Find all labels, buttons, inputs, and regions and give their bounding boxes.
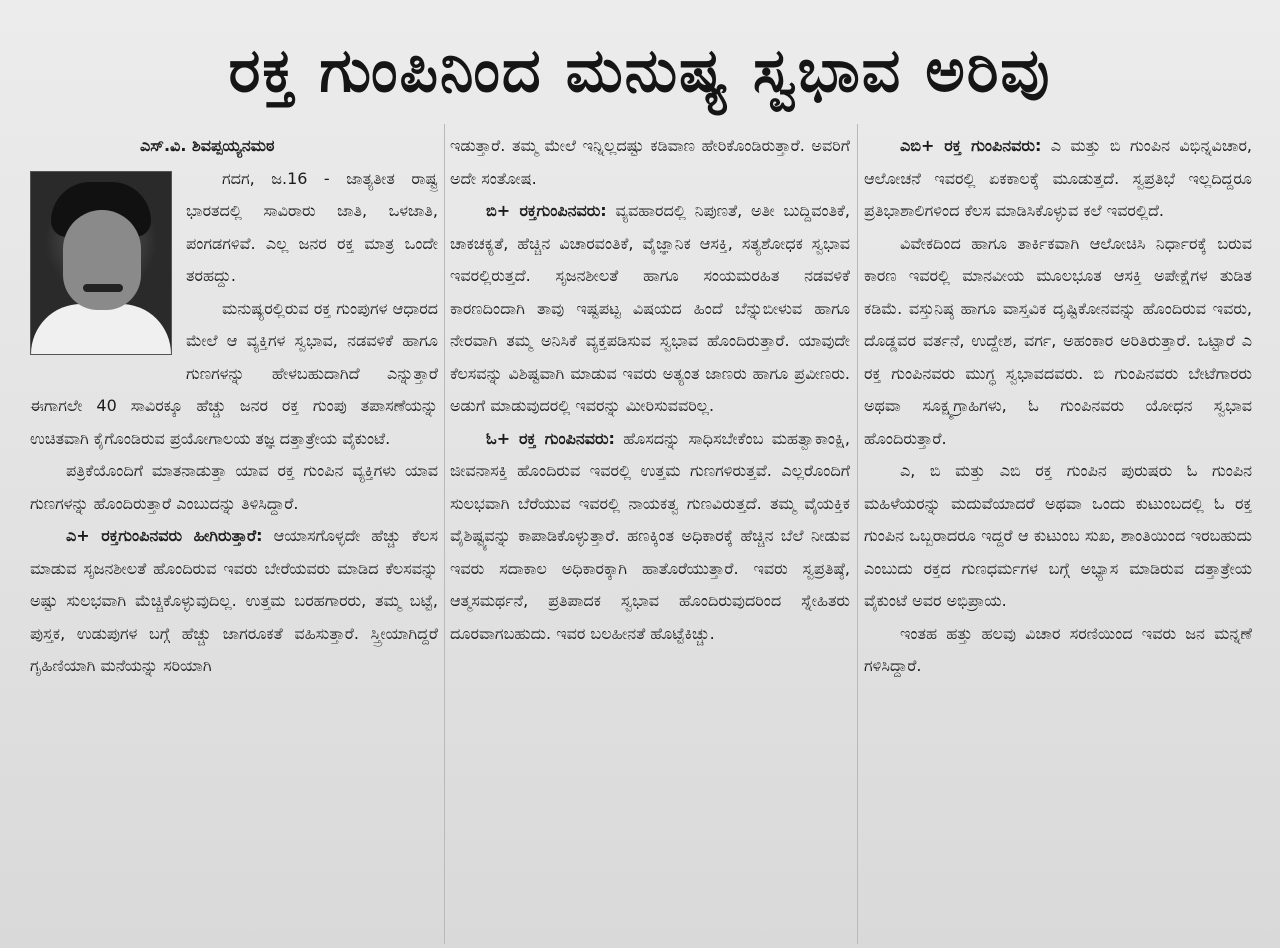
paragraph-text: ಆಯಾಸಗೊಳ್ಳದೇ ಹೆಚ್ಚು ಕೆಲಸ ಮಾಡುವ ಸೃಜನಶೀಲತೆ ಹೊಂದಿರುವ ಇವರು ಬೇರೆಯವರು ಮಾಡಿದ ಕೆಲಸವನ್ನು ಅಷ್ಟು ಸುಲಭವಾಗಿ ಮೆಚ್ಚಿಕೊಳ್ಳುವುದಿಲ್ಲ. ಉತ್ತಮ ಬರಹಗಾರರು, ತಮ್ಮ ಬಟ್ಟೆ, ಪುಸ್ತಕ, ಉಡುಪುಗಳ ಬಗ್ಗೆ ಹೆಚ್ಚು ಜಾಗರೂಕತೆ ವಹಿಸುತ್ತಾರೆ. ಸ್ತ್ರೀಯಾಗಿದ್ದರೆ ಗೃಹಿಣಿಯಾಗಿ ಮನೆಯನ್ನು ಸರಿಯಾಗಿ [30,526,438,675]
column-divider [444,124,445,944]
subheading: ಎ+ ರಕ್ತಗುಂಪಿನವರು ಹೀಗಿರುತ್ತಾರೆ: [66,526,263,545]
paragraph-text: ಎ ಮತ್ತು ಬಿ ಗುಂಪಿನ ವಿಭಿನ್ನವಿಚಾರ, ಆಲೋಚನೆ ಇವರಲ್ಲಿ ಏಕಕಾಲಕ್ಕೆ ಮೂಡುತ್ತದೆ. ಸ್ವಪ್ರತಿಭೆ ಇಲ್ಲದಿದ್ದರೂ ಪ್ರತಿಭಾಶಾಲಿಗಳಿಂದ ಕೆಲಸ ಮಾಡಿಸಿಕೊಳ್ಳುವ ಕಲೆ ಇವರಲ್ಲಿದೆ. [864,136,1252,220]
subheading: ಬಿ+ ರಕ್ತಗುಂಪಿನವರು: [486,201,607,220]
byline: ಎಸ್.ವಿ. ಶಿವಪ್ಪಯ್ಯನಮಠ [140,136,275,155]
paragraph: ಪತ್ರಿಕೆಯೊಂದಿಗೆ ಮಾತನಾಡುತ್ತಾ ಯಾವ ರಕ್ತ ಗುಂಪಿನ ವ್ಯಕ್ತಿಗಳು ಯಾವ ಗುಣಗಳನ್ನು ಹೊಂದಿರುತ್ತಾರೆ ಎಂಬುದನ್ನು ತಿಳಿಸಿದ್ದಾರೆ. [30,461,438,513]
article-column-2 [450,130,850,948]
paragraph [450,423,850,651]
paragraph: ಇಂತಹ ಹತ್ತು ಹಲವು ವಿಚಾರ ಸರಣಿಯಿಂದ ಇವರು ಜನ ಮನ್ನಣೆ ಗಳಿಸಿದ್ದಾರೆ. [864,623,1252,675]
paragraph [864,130,1252,228]
article-column-3 [864,130,1252,948]
article-column-1 [30,130,438,948]
paragraph: ವಿವೇಕದಿಂದ ಹಾಗೂ ತಾರ್ಕಿಕವಾಗಿ ಆಲೋಚಿಸಿ ನಿರ್ಧಾರಕ್ಕೆ ಬರುವ ಕಾರಣ ಇವರಲ್ಲಿ ಮಾನವೀಯ ಮೂಲಭೂತ ಆಸಕ್ತಿ ಅಪೇಕ್ಷೆಗಳ ತುಡಿತ ಕಡಿಮೆ. ವಸ್ತುನಿಷ್ಠ ಹಾಗೂ ವಾಸ್ತವಿಕ ದೃಷ್ಟಿಕೋನವನ್ನು ಹೊಂದಿರುವ ಇವರು, ದೊಡ್ಡವರ ವರ್ತನೆ, ಉದ್ದೇಶ, ವರ್ಗ, ಅಹಂಕಾರ ಅರಿತಿರುತ್ತಾರೆ. ಒಟ್ಟಾರೆ ಎ ರಕ್ತ ಗುಂಪಿನವರು ಮುಗ್ಧ ಸ್ವಭಾವದವರು. ಬಿ ಗುಂಪಿನವರು ಬೇಟೆಗಾರರು ಅಥವಾ ಸೂಕ್ಷ್ಮಗ್ರಾಹಿಗಳು, ಓ ಗುಂಪಿನವರು ಯೋಧನ ಸ್ವಭಾವ ಹೊಂದಿರುತ್ತಾರೆ. [864,233,1252,448]
paragraph [450,195,850,423]
column-divider [857,124,858,944]
subheading: ಓ+ ರಕ್ತ ಗುಂಪಿನವರು: [486,428,615,448]
paragraph [30,520,438,683]
headline: ರಕ್ತ ಗುಂಪಿನಿಂದ ಮನುಷ್ಯ ಸ್ವಭಾವ ಅರಿವು [228,35,1052,106]
subheading: ಎಬಿ+ ರಕ್ತ ಗುಂಪಿನವರು: [900,136,1042,155]
paragraph: ಇಡುತ್ತಾರೆ. ತಮ್ಮ ಮೇಲೆ ಇನ್ನಿಲ್ಲದಷ್ಟು ಕಡಿವಾಣ ಹೇರಿಕೊಂಡಿರುತ್ತಾರೆ. ಅವರಿಗೆ ಅದೇ ಸಂತೋಷ. [450,136,850,188]
paragraph-text: ವ್ಯವಹಾರದಲ್ಲಿ ನಿಪುಣತೆ, ಅತೀ ಬುದ್ದಿವಂತಿಕೆ, ಚಾಕಚಕ್ಯತೆ, ಹೆಚ್ಚಿನ ವಿಚಾರವಂತಿಕೆ, ವೈಜ್ಞಾನಿಕ ಆಸಕ್ತಿ, ಸತ್ಯಶೋಧಕ ಸ್ವಭಾವ ಇವರಲ್ಲಿರುತ್ತದೆ. ಸೃಜನಶೀಲತೆ ಹಾಗೂ ಸಂಯಮರಹಿತ ನಡವಳಿಕೆ ಕಾರಣದಿಂದಾಗಿ ತಾವು ಇಷ್ಟಪಟ್ಟ ವಿಷಯದ ಹಿಂದೆ ಬೆನ್ನುಬೀಳುವ ಹಾಗೂ ನೇರವಾಗಿ ತಮ್ಮ ಅನಿಸಿಕೆ ವ್ಯಕ್ತಪಡಿಸುವ ಸ್ವಭಾವ ಹೊಂದಿರುತ್ತಾರೆ. ಯಾವುದೇ ಕೆಲಸವನ್ನು ವಿಶಿಷ್ಟವಾಗಿ ಮಾಡುವ ಇವರು ಅತ್ಯಂತ ಜಾಣರು ಹಾಗೂ ಪ್ರವೀಣರು. ಅಡುಗೆ ಮಾಡುವುದರಲ್ಲಿ ಇವರನ್ನು ಮೀರಿಸುವವರಿಲ್ಲ. [450,201,850,415]
paragraph: ಗದಗ, ಜ.16 - ಜಾತ್ಯತೀತ ರಾಷ್ಟ್ರ ಭಾರತದಲ್ಲಿ ಸಾವಿರಾರು ಜಾತಿ, ಒಳಜಾತಿ, ಪಂಗಡಗಳಿವೆ. ಎಲ್ಲ ಜನರ ರಕ್ತ ಮಾತ್ರ ಒಂದೇ ತರಹದ್ದು. [186,168,438,285]
author-photo [30,171,172,355]
paragraph-text: ಹೊಸದನ್ನು ಸಾಧಿಸಬೇಕೆಂಬ ಮಹತ್ವಾಕಾಂಕ್ಷಿ, ಜೀವನಾಸಕ್ತಿ ಹೊಂದಿರುವ ಇವರಲ್ಲಿ ಉತ್ತಮ ಗುಣಗಳಿರುತ್ತವೆ. ಎಲ್ಲರೊಂದಿಗೆ ಸುಲಭವಾಗಿ ಬೆರೆಯುವ ಇವರಲ್ಲಿ ನಾಯಕತ್ವ ಗುಣವಿರುತ್ತದೆ. ತಮ್ಮ ವೈಯಕ್ತಿಕ ವೈಶಿಷ್ಟ್ಯವನ್ನು ಕಾಪಾಡಿಕೊಳ್ಳುತ್ತಾರೆ. ಹಣಕ್ಕಿಂತ ಅಧಿಕಾರಕ್ಕೆ ಹೆಚ್ಚಿನ ಬೆಲೆ ನೀಡುವ ಇವರು ಸದಾಕಾಲ ಅಧಿಕಾರಕ್ಕಾಗಿ ಹಾತೊರೆಯುತ್ತಾರೆ. ಇವರು ಸ್ವಪ್ರತಿಷ್ಠೆ, ಆತ್ಮಸಮರ್ಥನೆ, ಪ್ರತಿಪಾದಕ ಸ್ವಭಾವ ಹೊಂದಿರುವುದರಿಂದ ಸ್ನೇಹಿತರು ದೂರವಾಗಬಹುದು. ಇವರ ಬಲಹೀನತೆ ಹೊಟ್ಟೆಕಿಚ್ಚು. [450,428,850,643]
paragraph: ಎ, ಬಿ ಮತ್ತು ಎಬಿ ರಕ್ತ ಗುಂಪಿನ ಪುರುಷರು ಓ ಗುಂಪಿನ ಮಹಿಳೆಯರನ್ನು ಮದುವೆಯಾದರೆ ಅಥವಾ ಒಂದು ಕುಟುಂಬದಲ್ಲಿ ಓ ರಕ್ತ ಗುಂಪಿನ ಒಬ್ಬರಾದರೂ ಇದ್ದರೆ ಆ ಕುಟುಂಬ ಸುಖ, ಶಾಂತಿಯಿಂದ ಇರಬಹುದು ಎಂಬುದು ರಕ್ತದ ಗುಣಧರ್ಮಗಳ ಬಗ್ಗೆ ಅಭ್ಯಾಸ ಮಾಡಿರುವ ದತ್ತಾತ್ರೇಯ ವೈಕುಂಟೆ ಅವರ ಅಭಿಪ್ರಾಯ. [864,461,1252,610]
paragraph: ಮನುಷ್ಯರಲ್ಲಿರುವ ರಕ್ತ ಗುಂಪುಗಳ ಆಧಾರದ ಮೇಲೆ ಆ ವ್ಯಕ್ತಿಗಳ ಸ್ವಭಾವ, ನಡವಳಿಕೆ ಹಾಗೂ ಗುಣಗಳನ್ನು ಹೇಳಬಹುದಾಗಿದೆ ಎನ್ನುತ್ತಾರೆ ಈಗಾಗಲೇ 40 ಸಾವಿರಕ್ಕೂ ಹೆಚ್ಚು ಜನರ ರಕ್ತ ಗುಂಪು ತಪಾಸಣೆಯನ್ನು ಉಚಿತವಾಗಿ ಕೈಗೊಂಡಿರುವ ಪ್ರಯೋಗಾಲಯ ತಜ್ಞ ದತ್ತಾತ್ರೇಯ ವೈಕುಂಟೆ. [30,298,438,448]
